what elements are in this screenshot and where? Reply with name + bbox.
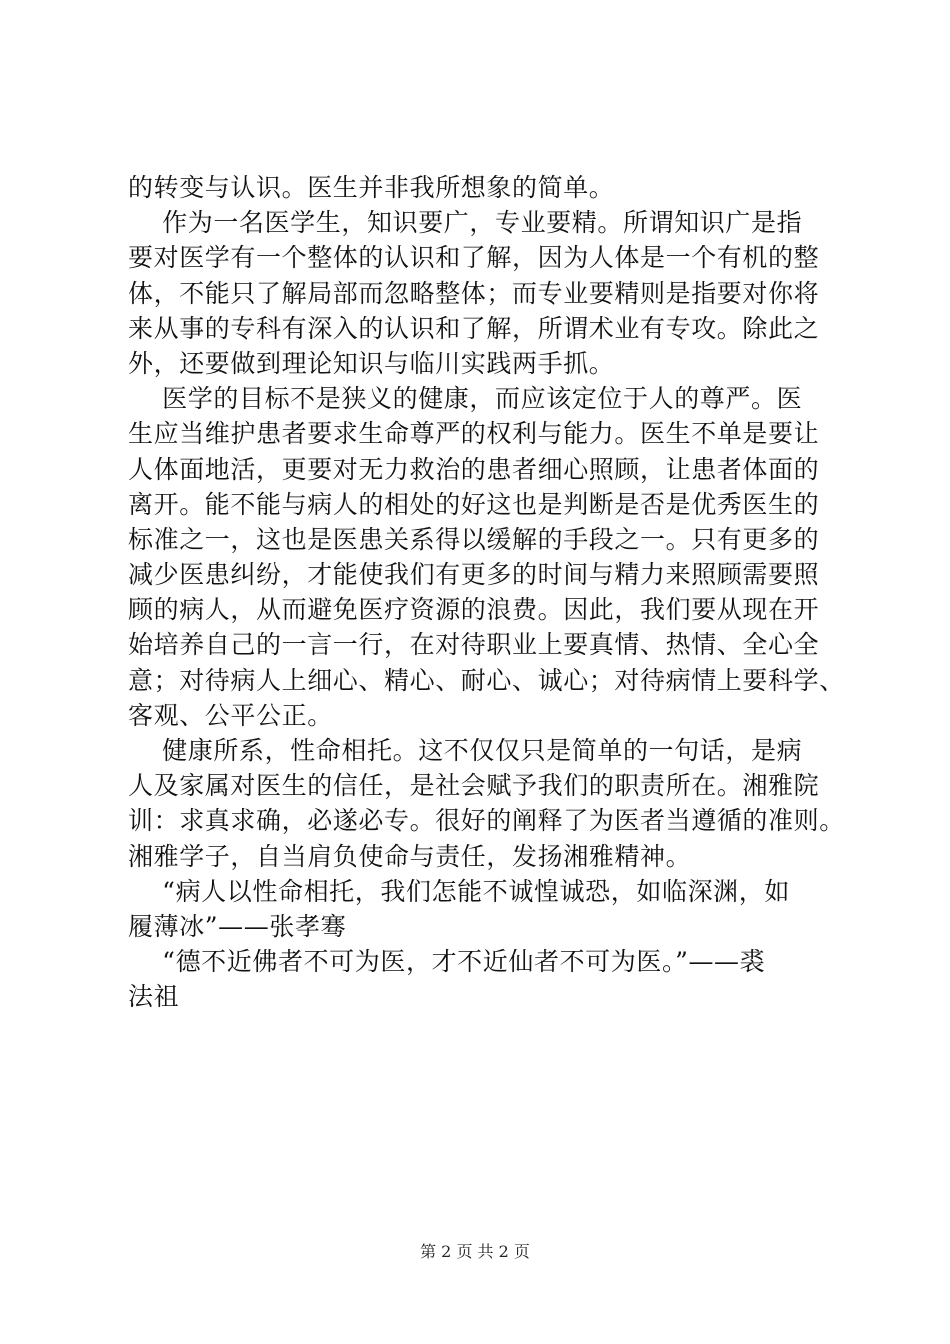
text-line: 健康所系，性命相托。这不仅仅只是简单的一句话，是病 xyxy=(128,736,803,765)
page-number: 第 2 页 共 2 页 xyxy=(420,1242,530,1261)
text-line: 意；对待病人上细心、精心、耐心、诚心；对待病情上要科学、 xyxy=(128,665,845,695)
text-line: 离开。能不能与病人的相处的好这也是判断是否是优秀医生的 xyxy=(128,489,820,519)
text-line: 的转变与认识。医生并非我所想象的简单。 xyxy=(128,173,615,202)
text-line: 体，不能只了解局部而忽略整体；而专业要精则是指要对你将 xyxy=(128,278,820,308)
text-line: 要对医学有一个整体的认识和了解，因为人体是一个有机的整 xyxy=(128,243,820,273)
text-line: 法祖 xyxy=(128,982,180,1012)
text-line: “病人以性命相托，我们怎能不诚惶诚恐，如临深渊，如 xyxy=(128,876,790,906)
text-line: “德不近佛者不可为医，才不近仙者不可为医。”——裘 xyxy=(128,947,766,977)
text-line: 减少医患纠纷，才能使我们有更多的时间与精力来照顾需要照 xyxy=(128,560,820,590)
text-line: 顾的病人，从而避免医疗资源的浪费。因此，我们要从现在开 xyxy=(128,595,820,625)
text-line: 作为一名医学生，知识要广，专业要精。所谓知识广是指 xyxy=(128,208,803,238)
document-body xyxy=(128,170,858,1015)
text-line: 生应当维护患者要求生命尊严的权利与能力。医生不单是要让 xyxy=(128,419,820,449)
text-line: 始培养自己的一言一行，在对待职业上要真情、热情、全心全 xyxy=(128,630,820,660)
text-line: 来从事的专科有深入的认识和了解，所谓术业有专攻。除此之 xyxy=(128,313,820,343)
text-line: 客观、公平公正。 xyxy=(128,700,333,730)
text-line: 人体面地活，更要对无力救治的患者细心照顾，让患者体面的 xyxy=(128,454,820,484)
text-line: 外，还要做到理论知识与临川实践两手抓。 xyxy=(128,348,615,378)
text-line: 标准之一，这也是医患关系得以缓解的手段之一。只有更多的 xyxy=(128,524,820,554)
text-line: 履薄冰”——张孝骞 xyxy=(128,911,347,941)
text-line: 医学的目标不是狭义的健康，而应该定位于人的尊严。医 xyxy=(128,384,803,414)
text-line: 人及家属对医生的信任，是社会赋予我们的职责所在。湘雅院 xyxy=(128,771,820,801)
text-line: 训：求真求确，必遂必专。很好的阐释了为医者当遵循的准则。 xyxy=(128,806,845,836)
text-line: 湘雅学子，自当肩负使命与责任，发扬湘雅精神。 xyxy=(128,841,692,871)
